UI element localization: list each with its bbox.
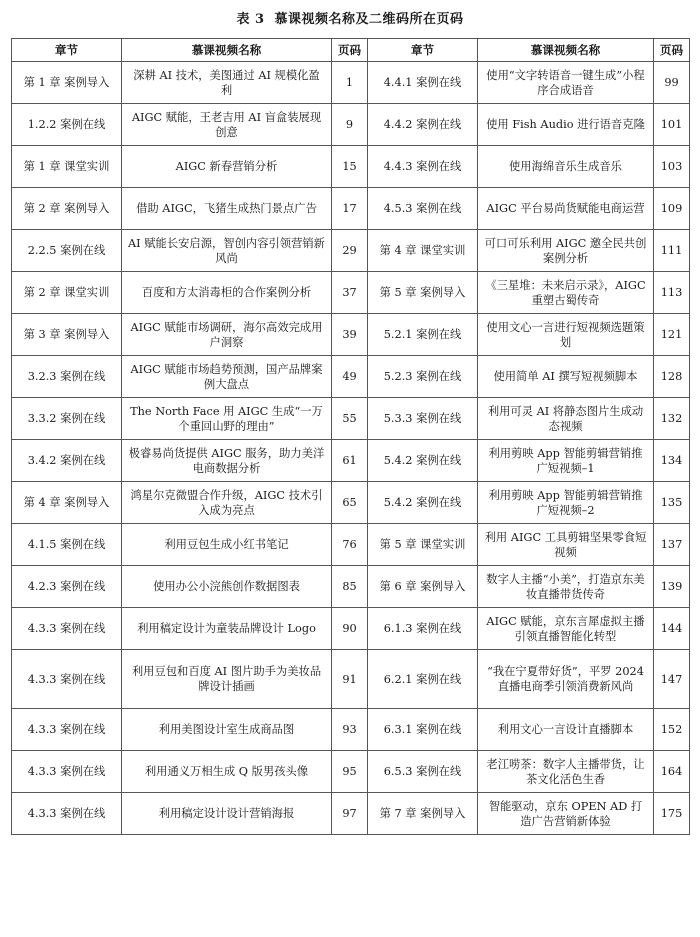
section-cell: 4.5.3 案例在线 bbox=[368, 188, 478, 230]
video-title-cell: 利用 AIGC 工具剪辑坚果零食短视频 bbox=[478, 524, 654, 566]
video-title-cell: 百度和方太消毒柜的合作案例分析 bbox=[122, 272, 332, 314]
section-cell: 4.4.2 案例在线 bbox=[368, 104, 478, 146]
video-title-cell: 数字人主播“小美”，打造京东美妆直播带货传奇 bbox=[478, 566, 654, 608]
page-number-cell: 132 bbox=[654, 398, 690, 440]
section-cell: 6.1.3 案例在线 bbox=[368, 608, 478, 650]
section-cell: 第 5 章 课堂实训 bbox=[368, 524, 478, 566]
page-number-cell: 29 bbox=[332, 230, 368, 272]
header-section-right: 章节 bbox=[368, 39, 478, 62]
section-cell: 第 2 章 课堂实训 bbox=[12, 272, 122, 314]
header-section-left: 章节 bbox=[12, 39, 122, 62]
page-number-cell: 175 bbox=[654, 793, 690, 835]
table-row bbox=[12, 751, 690, 793]
page-number-cell: 1 bbox=[332, 62, 368, 104]
section-cell: 2.2.5 案例在线 bbox=[12, 230, 122, 272]
mooc-video-table bbox=[11, 38, 690, 835]
section-cell: 第 6 章 案例导入 bbox=[368, 566, 478, 608]
page-number-cell: 9 bbox=[332, 104, 368, 146]
page-number-cell: 144 bbox=[654, 608, 690, 650]
video-title-cell: 智能驱动，京东 OPEN AD 打造广告营销新体验 bbox=[478, 793, 654, 835]
video-title-cell: AIGC 赋能市场趋势预测，国产品牌案例大盘点 bbox=[122, 356, 332, 398]
section-cell: 第 7 章 案例导入 bbox=[368, 793, 478, 835]
table-row bbox=[12, 440, 690, 482]
video-title-cell: 使用办公小浣熊创作数据图表 bbox=[122, 566, 332, 608]
video-title-cell: The North Face 用 AIGC 生成“一万个重回山野的理由” bbox=[122, 398, 332, 440]
section-cell: 4.3.3 案例在线 bbox=[12, 751, 122, 793]
table-row bbox=[12, 524, 690, 566]
page-number-cell: 111 bbox=[654, 230, 690, 272]
table-row bbox=[12, 146, 690, 188]
video-title-cell: AIGC 新春营销分析 bbox=[122, 146, 332, 188]
page-number-cell: 97 bbox=[332, 793, 368, 835]
section-cell: 5.4.2 案例在线 bbox=[368, 482, 478, 524]
video-title-cell: 极睿易尚货提供 AIGC 服务，助力美洋电商数据分析 bbox=[122, 440, 332, 482]
section-cell: 4.3.3 案例在线 bbox=[12, 709, 122, 751]
section-cell: 4.4.1 案例在线 bbox=[368, 62, 478, 104]
page-number-cell: 113 bbox=[654, 272, 690, 314]
page-number-cell: 101 bbox=[654, 104, 690, 146]
section-cell: 6.3.1 案例在线 bbox=[368, 709, 478, 751]
table-row bbox=[12, 709, 690, 751]
video-title-cell: 使用海绵音乐生成音乐 bbox=[478, 146, 654, 188]
page-number-cell: 95 bbox=[332, 751, 368, 793]
video-title-cell: 利用剪映 App 智能剪辑营销推广短视频–1 bbox=[478, 440, 654, 482]
video-title-cell: 使用 Fish Audio 进行语音克隆 bbox=[478, 104, 654, 146]
video-title-cell: 利用豆包生成小红书笔记 bbox=[122, 524, 332, 566]
table-row bbox=[12, 356, 690, 398]
section-cell: 第 1 章 课堂实训 bbox=[12, 146, 122, 188]
table-row bbox=[12, 398, 690, 440]
table-row bbox=[12, 650, 690, 709]
header-title-right: 慕课视频名称 bbox=[478, 39, 654, 62]
video-title-cell: AI 赋能长安启源，智创内容引领营销新风尚 bbox=[122, 230, 332, 272]
page-number-cell: 85 bbox=[332, 566, 368, 608]
video-title-cell: 借助 AIGC，飞猪生成热门景点广告 bbox=[122, 188, 332, 230]
video-title-cell: 利用美图设计室生成商品图 bbox=[122, 709, 332, 751]
video-title-cell: 利用剪映 App 智能剪辑营销推广短视频–2 bbox=[478, 482, 654, 524]
page-number-cell: 135 bbox=[654, 482, 690, 524]
section-cell: 3.2.3 案例在线 bbox=[12, 356, 122, 398]
table-row bbox=[12, 104, 690, 146]
page-number-cell: 139 bbox=[654, 566, 690, 608]
page-number-cell: 49 bbox=[332, 356, 368, 398]
page-number-cell: 65 bbox=[332, 482, 368, 524]
table-row bbox=[12, 793, 690, 835]
table-row bbox=[12, 482, 690, 524]
page-number-cell: 121 bbox=[654, 314, 690, 356]
section-cell: 5.2.3 案例在线 bbox=[368, 356, 478, 398]
video-title-cell: 利用可灵 AI 将静态图片生成动态视频 bbox=[478, 398, 654, 440]
section-cell: 4.3.3 案例在线 bbox=[12, 793, 122, 835]
table-row bbox=[12, 230, 690, 272]
caption-number: 表 3 bbox=[236, 12, 265, 27]
section-cell: 4.3.3 案例在线 bbox=[12, 650, 122, 709]
caption-text: 慕课视频名称及二维码所在页码 bbox=[274, 12, 464, 27]
table-row bbox=[12, 272, 690, 314]
section-cell: 4.3.3 案例在线 bbox=[12, 608, 122, 650]
section-cell: 6.2.1 案例在线 bbox=[368, 650, 478, 709]
video-title-cell: 利用稿定设计设计营销海报 bbox=[122, 793, 332, 835]
section-cell: 5.2.1 案例在线 bbox=[368, 314, 478, 356]
section-cell: 3.3.2 案例在线 bbox=[12, 398, 122, 440]
header-page-right: 页码 bbox=[654, 39, 690, 62]
page-number-cell: 15 bbox=[332, 146, 368, 188]
page-number-cell: 152 bbox=[654, 709, 690, 751]
page-number-cell: 128 bbox=[654, 356, 690, 398]
page-number-cell: 91 bbox=[332, 650, 368, 709]
video-title-cell: 使用文心一言进行短视频选题策划 bbox=[478, 314, 654, 356]
page-number-cell: 39 bbox=[332, 314, 368, 356]
table-row bbox=[12, 608, 690, 650]
header-title-left: 慕课视频名称 bbox=[122, 39, 332, 62]
video-title-cell: 使用“文字转语音一键生成”小程序合成语音 bbox=[478, 62, 654, 104]
section-cell: 5.3.3 案例在线 bbox=[368, 398, 478, 440]
table-row bbox=[12, 566, 690, 608]
page-number-cell: 37 bbox=[332, 272, 368, 314]
section-cell: 1.2.2 案例在线 bbox=[12, 104, 122, 146]
section-cell: 3.4.2 案例在线 bbox=[12, 440, 122, 482]
section-cell: 第 1 章 案例导入 bbox=[12, 62, 122, 104]
video-title-cell: “我在宁夏带好货”，平罗 2024 直播电商季引领消费新风尚 bbox=[478, 650, 654, 709]
video-title-cell: 老江唠茶：数字人主播带货，让茶文化活色生香 bbox=[478, 751, 654, 793]
section-cell: 6.5.3 案例在线 bbox=[368, 751, 478, 793]
table-body bbox=[12, 62, 690, 835]
section-cell: 5.4.2 案例在线 bbox=[368, 440, 478, 482]
video-title-cell: 利用文心一言设计直播脚本 bbox=[478, 709, 654, 751]
header-page-left: 页码 bbox=[332, 39, 368, 62]
video-title-cell: 深耕 AI 技术，美图通过 AI 规模化盈利 bbox=[122, 62, 332, 104]
section-cell: 第 2 章 案例导入 bbox=[12, 188, 122, 230]
video-title-cell: AIGC 平台易尚货赋能电商运营 bbox=[478, 188, 654, 230]
video-title-cell: AIGC 赋能，京东言犀虚拟主播引领直播智能化转型 bbox=[478, 608, 654, 650]
table-row bbox=[12, 314, 690, 356]
section-cell: 第 4 章 课堂实训 bbox=[368, 230, 478, 272]
page-number-cell: 99 bbox=[654, 62, 690, 104]
page-number-cell: 90 bbox=[332, 608, 368, 650]
page-number-cell: 55 bbox=[332, 398, 368, 440]
table-caption bbox=[0, 8, 700, 27]
video-title-cell: 可口可乐利用 AIGC 邀全民共创案例分析 bbox=[478, 230, 654, 272]
video-title-cell: 使用简单 AI 撰写短视频脚本 bbox=[478, 356, 654, 398]
page-number-cell: 76 bbox=[332, 524, 368, 566]
header-row bbox=[12, 39, 690, 62]
section-cell: 4.2.3 案例在线 bbox=[12, 566, 122, 608]
page-number-cell: 109 bbox=[654, 188, 690, 230]
video-title-cell: AIGC 赋能，王老吉用 AI 盲盒装展现创意 bbox=[122, 104, 332, 146]
page-number-cell: 147 bbox=[654, 650, 690, 709]
section-cell: 第 4 章 案例导入 bbox=[12, 482, 122, 524]
page-number-cell: 93 bbox=[332, 709, 368, 751]
page-number-cell: 17 bbox=[332, 188, 368, 230]
page-number-cell: 137 bbox=[654, 524, 690, 566]
section-cell: 4.1.5 案例在线 bbox=[12, 524, 122, 566]
video-title-cell: 利用稿定设计为童装品牌设计 Logo bbox=[122, 608, 332, 650]
page-number-cell: 164 bbox=[654, 751, 690, 793]
page-number-cell: 61 bbox=[332, 440, 368, 482]
video-title-cell: 《三星堆：未来启示录》，AIGC 重塑古蜀传奇 bbox=[478, 272, 654, 314]
table-row bbox=[12, 188, 690, 230]
video-title-cell: 利用通义万相生成 Q 版男孩头像 bbox=[122, 751, 332, 793]
video-title-cell: 鸿星尔克微盟合作升级，AIGC 技术引入成为亮点 bbox=[122, 482, 332, 524]
section-cell: 4.4.3 案例在线 bbox=[368, 146, 478, 188]
table-row bbox=[12, 62, 690, 104]
section-cell: 第 5 章 案例导入 bbox=[368, 272, 478, 314]
page-number-cell: 134 bbox=[654, 440, 690, 482]
section-cell: 第 3 章 案例导入 bbox=[12, 314, 122, 356]
video-title-cell: 利用豆包和百度 AI 图片助手为美妆品牌设计插画 bbox=[122, 650, 332, 709]
page-number-cell: 103 bbox=[654, 146, 690, 188]
video-title-cell: AIGC 赋能市场调研，海尔高效完成用户洞察 bbox=[122, 314, 332, 356]
